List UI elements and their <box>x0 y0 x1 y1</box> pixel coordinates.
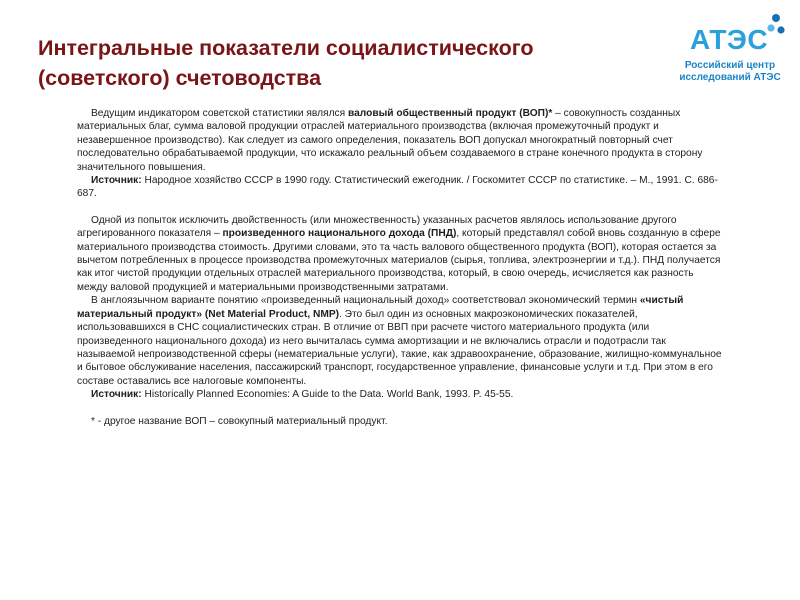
paragraph-nmp-intro: В англоязычном варианте понятию «произведенный национальный доход» соответствовал экономический термин <box>91 295 640 307</box>
paragraph-nmp-rest: . Это был один из основных макроэкономических показателей, использовавшихся в СНС социалистических стран. В отличие от ВВП при расчете чистого материального продукта (или произведенного национального дохода) из него вычиталась сумма амортизации и не включались отрасли и подотрасли так называемой непроизводственной сферы (нематериальные услуги), такие, как здравоохранение, образование, жилищно-коммунальное и бытовое обслуживание населения, пассажирский транспорт, государственное управление, финансовые услуги и т.д. При этом в его составе оставались все налоговые компоненты. <box>77 308 722 387</box>
slide-title <box>38 33 638 93</box>
spacer <box>77 201 722 214</box>
term-vop: валовый общественный продукт (ВОП)* <box>347 108 553 119</box>
source-2-label: Источник: <box>91 389 142 401</box>
logo-wordmark: АТЭС <box>690 24 769 55</box>
logo-drops-icon <box>765 12 789 38</box>
source-2-text: Historically Planned Economies: A Guide to the Data. World Bank, 1993. P. 45-55. <box>141 389 514 401</box>
logo-caption-line-1: Российский центр <box>684 60 776 71</box>
paragraph-pnd-rest: , который представлял собой вновь созданную в сфере материального производства стоимость. Другими словами, это та часть валового общественного продукта (ВОП), которая остается за вычетом потребленных в процессе производства промежуточных материалов (сырья, топлива, электроэнергии и т.д.). ПНД получается как итог чистой продукции отдельных отраслей материального производства, который, в свою очередь, исчисляется как разность между валовой продукцией и материальными производственными затратами. <box>77 228 721 293</box>
logo-caption-line-2: исследований АТЭС <box>679 72 781 83</box>
paragraph-pnd <box>77 214 722 294</box>
paragraph-vop <box>77 107 722 174</box>
source-1-label: Источник: <box>91 175 142 187</box>
source-2 <box>77 388 722 401</box>
term-pnd: произведенного национального дохода (ПНД) <box>222 228 457 240</box>
paragraph-nmp <box>77 294 722 388</box>
paragraph-pnd-intro: Одной из попыток исключить двойственность (или множественность) указанных расчетов являлось использование другого агрегированного показателя – <box>77 214 677 240</box>
source-1-text: Народное хозяйство СССР в 1990 году. Статистический ежегодник. / Госкомитет СССР по статистике. – М., 1991. С. 686-687. <box>77 175 718 200</box>
paragraph-vop-intro: Ведущим индикатором советской статистики являлся <box>91 108 348 119</box>
paragraph-vop-rest: – совокупность созданных материальных благ, сумма валовой продукции отраслей материального производства (включая промежуточный продукт и незавершенное производство). Как следует из самого определения, показатель ВОП допускал многократный повторный счет последовательно обрабатываемой продукции, что искажало реальный объем создаваемого в стране конечного продукта в сторону значительного повышения. <box>77 108 703 173</box>
source-1 <box>77 174 722 201</box>
footnote: * - другое название ВОП – совокупный материальный продукт. <box>91 415 388 427</box>
apec-logo <box>670 10 790 90</box>
slide-title-line-2: (советского) счетоводства <box>38 66 322 90</box>
spacer <box>77 402 722 415</box>
body-text <box>77 107 722 428</box>
term-nmp: «чистый материальный продукт» (Net Material Product, NMP) <box>77 295 684 320</box>
slide-title-line-1: Интегральные показатели социалистического <box>38 36 534 60</box>
